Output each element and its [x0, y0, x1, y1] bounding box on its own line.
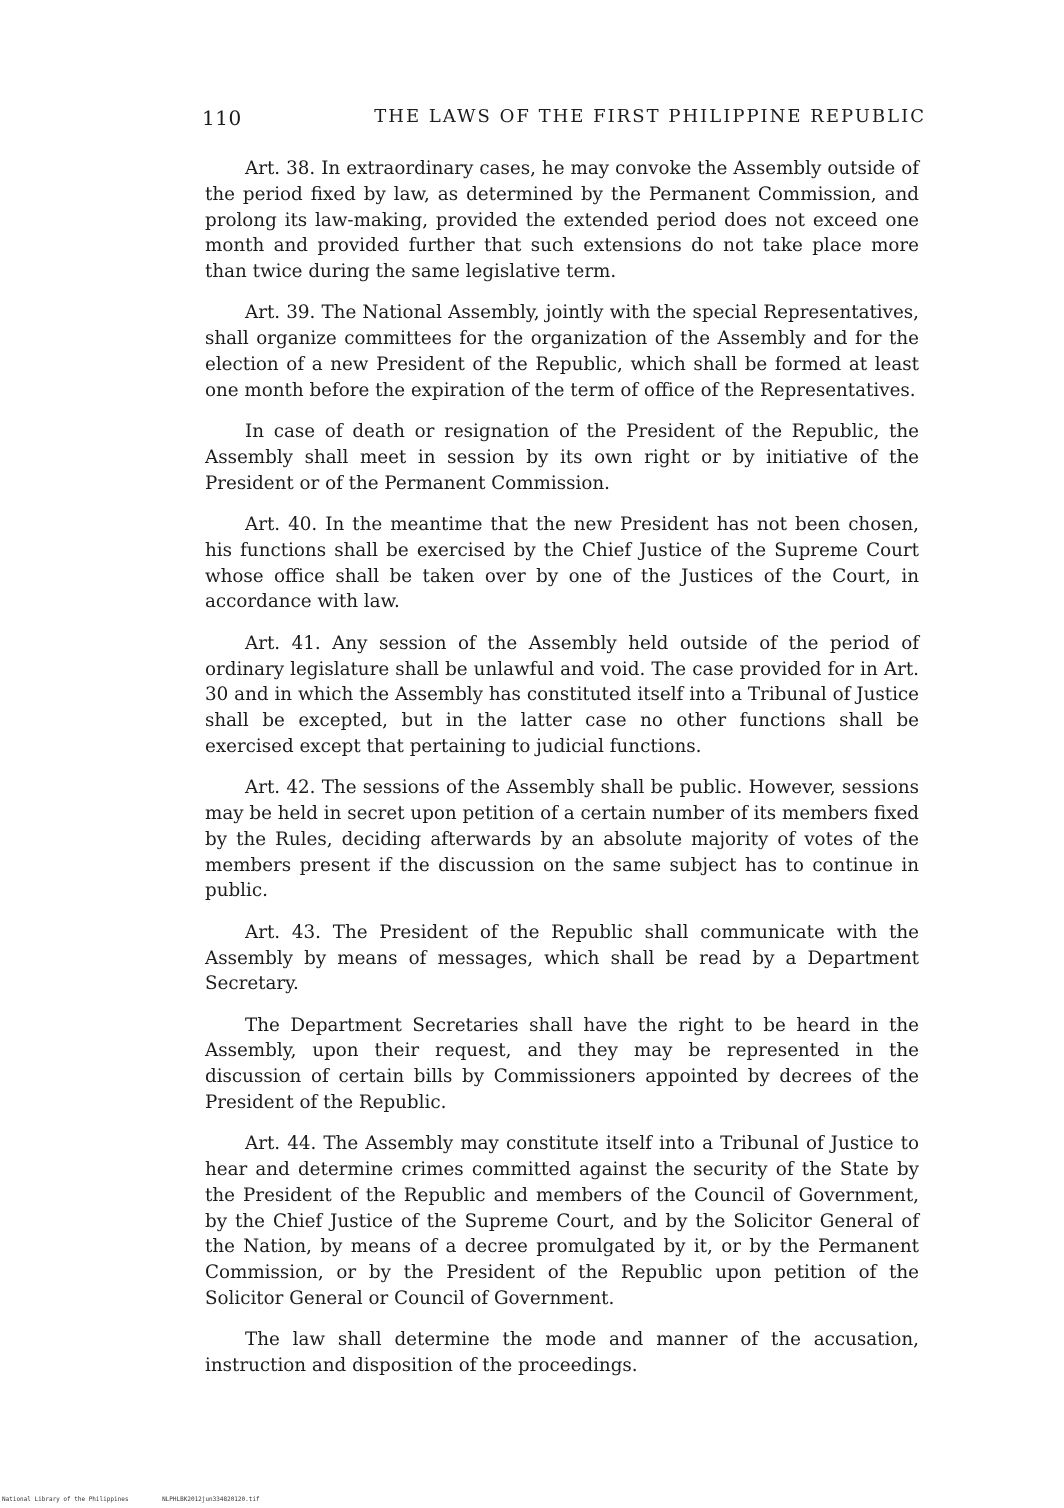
paragraph-art-39: Art. 39. The National Assembly, jointly with the special Representatives, shall organize committees for the organization of the Assembly and for the election of a new President of the Republic, which shall be formed at least one month before the expiration of the term of office of the Representatives.	[205, 302, 919, 401]
footer-file-id: NLPHLBK2012jun334820120.tif	[162, 1496, 260, 1503]
scan-footer	[2, 1496, 602, 1503]
paragraph-art-38: Art. 38. In extraordinary cases, he may convoke the Assembly outside of the period fixed by law, as determined by the Permanent Commission, and prolong its law-making, provided the extended period does not exceed one month and provided further that such extensions do not take place more than twice during the same legislative term.	[205, 158, 919, 283]
paragraph-art-41: Art. 41. Any session of the Assembly held outside of the period of ordinary legislature shall be unlawful and void. The case provided for in Art. 30 and in which the Assembly has constituted itself into a Tribunal of Justice shall be excepted, but in the latter case no other functions shall be exercised except that pertaining to judicial functions.	[205, 632, 919, 757]
paragraph-art-39-cont: In case of death or resignation of the President of the Republic, the Assembly shall meet in session by its own right or by initiative of the President or of the Permanent Commission.	[205, 421, 919, 494]
body-text	[205, 156, 919, 1394]
running-title: THE LAWS OF THE FIRST PHILIPPINE REPUBLIC	[374, 106, 926, 127]
page-number: 110	[202, 106, 242, 130]
page-header	[202, 106, 926, 136]
paragraph-art-40: Art. 40. In the meantime that the new President has not been chosen, his functions shall be exercised by the Chief Justice of the Supreme Court whose office shall be taken over by one of the Justices of the Court, in accordance with law.	[205, 514, 919, 613]
footer-library: National Library of the Philippines	[2, 1496, 129, 1503]
paragraph-art-44-cont: The law shall determine the mode and manner of the accusation, instruction and disposition of the proceedings.	[205, 1329, 919, 1377]
paragraph-art-44: Art. 44. The Assembly may constitute itself into a Tribunal of Justice to hear and determine crimes committed against the security of the State by the President of the Republic and members of the Council of Government, by the Chief Justice of the Supreme Court, and by the Solicitor General of the Nation, by means of a decree promulgated by it, or by the Permanent Commission, or by the President of the Republic upon petition of the Solicitor General or Council of Government.	[205, 1133, 919, 1310]
paragraph-art-43: Art. 43. The President of the Republic shall communicate with the Assembly by means of messages, which shall be read by a Department Secretary.	[205, 921, 919, 995]
paragraph-art-43-cont: The Department Secretaries shall have the right to be heard in the Assembly, upon their request, and they may be represented in the discussion of certain bills by Commissioners appointed by decrees of the President of the Republic.	[205, 1014, 919, 1113]
paragraph-art-42: Art. 42. The sessions of the Assembly shall be public. However, sessions may be held in secret upon petition of a certain number of its members fixed by the Rules, deciding afterwards by an absolute majority of votes of the members present if the discussion on the same subject has to continue in public.	[205, 777, 919, 902]
